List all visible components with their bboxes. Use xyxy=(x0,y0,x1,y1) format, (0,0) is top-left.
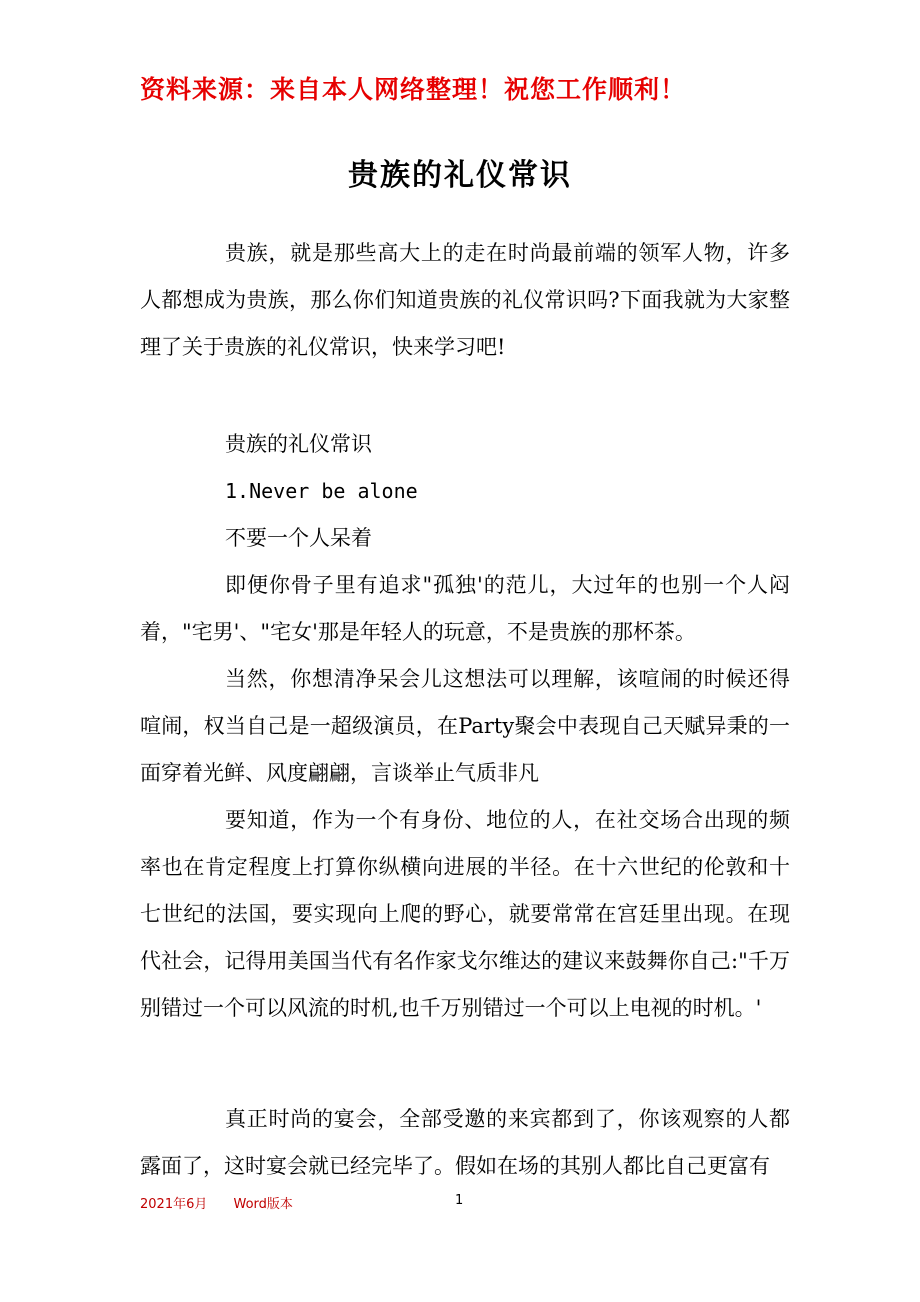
page-number: 1 xyxy=(455,1193,464,1208)
continued-block xyxy=(140,1096,790,1190)
item-subtitle: 不要一个人呆着 xyxy=(225,526,372,550)
body-paragraph: 即便你骨子里有追求"孤独'的范儿，大过年的也别一个人闷着，"宅男'、"宅女'那是年轻人的玩意，不是贵族的那杯茶。 xyxy=(140,573,790,644)
body-paragraph: 真正时尚的宴会，全部受邀的来宾都到了，你该观察的人都露面了，这时宴会就已经完毕了。假如在场的其别人都比自己更富有 xyxy=(140,1107,790,1178)
body-paragraph: 要知道，作为一个有身份、地位的人，在社交场合出现的频率也在肯定程度上打算你纵横向进展的半径。在十六世纪的伦敦和十七世纪的法国，要实现向上爬的野心，就要常常在宫廷里出现。在现代社会，记得用美国当代有名作家戈尔维达的建议来鼓舞你自己:"千万别错过一个可以风流的时机,也千万别错过一个可以上电视的时机。' xyxy=(140,808,790,1020)
content-block xyxy=(140,421,790,1032)
footer-date: 2021年6月 xyxy=(140,1197,208,1212)
document-title: 贵族的礼仪常识 xyxy=(348,158,572,193)
footer-meta xyxy=(140,1193,293,1212)
item-title: 1.Never be alone xyxy=(225,479,418,503)
section-heading: 贵族的礼仪常识 xyxy=(225,432,372,456)
intro-paragraph: 贵族，就是那些高大上的走在时尚最前端的领军人物，许多人都想成为贵族，那么你们知道贵族的礼仪常识吗?下面我就为大家整理了关于贵族的礼仪常识，快来学习吧! xyxy=(140,241,790,359)
footer-version: Word版本 xyxy=(233,1197,293,1212)
body-paragraph: 当然，你想清净呆会儿这想法可以理解，该喧闹的时候还得喧闹，权当自己是一超级演员，在Party聚会中表现自己天赋异秉的一面穿着光鲜、风度翩翩，言谈举止气质非凡 xyxy=(140,667,790,785)
source-banner: 资料来源：来自本人网络整理！祝您工作顺利！ xyxy=(140,75,687,104)
intro-block xyxy=(140,230,790,371)
